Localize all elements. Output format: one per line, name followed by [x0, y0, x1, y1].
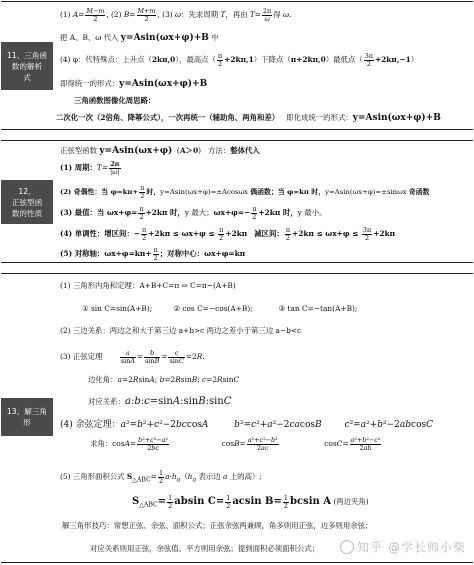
- s13-line-6: 对应关系：a:b:c=sinA:sinB:sinC: [88, 396, 232, 407]
- s13-line-2: ① sin C=sin(A+B); ② cos C=−cos(A+B); ③ tan C=−tan(A+B);: [82, 304, 358, 313]
- s11-line-6: 二次化一次（2倍角、降幂公式），一次再统一（辅助角、两角和差） 即化成统一的形式：y=Asin(ωx+φ)+B: [56, 113, 441, 123]
- section-11-title: 11、三角函 数的解析 式: [1, 42, 53, 90]
- s13-line-1: (1) 三角形内角和定理：A+B+C=π ⇔ C=π−(A+B): [60, 281, 236, 290]
- s13-line-7: (4) 余弦定理：a²=b²+c²−2bccosA b²=c²+a²−2cacosB c²=a²+b²−2abcosC: [60, 420, 433, 430]
- s12-line-1: 正弦型函数 y=Asin(ωx+φ) (A＞0) 方法：整体代入: [60, 146, 260, 156]
- s13-line-3: (2) 三边关系：两边之和大于第三边 a+b>c 两边之差小于第三边 a−b<c: [60, 326, 302, 335]
- section-12-title: 12、 正弦型函 数的性质: [1, 180, 53, 224]
- watermark: 知乎 @学长帅小柴: [337, 541, 466, 555]
- s11-line-5: 三角函数图像化周思路：: [74, 96, 156, 105]
- s11-line-4: 即得统一的形式：y=Asin(ωx+φ)+B: [60, 79, 208, 89]
- s13-line-4: (3) 正弦定理 $\frac{a}{\sin A}$ = $\frac{b}{\sin B}$ = $\frac{c}{\sin C}$ =2R.: [60, 349, 205, 365]
- s12-line-4: (3) 最值：当 ωx+φ= $\frac{\pi}{2}$ +2kπ 时，y 最大；ωx+φ=− $\frac{\pi}{2}$ +2kπ 时，y 最小。: [60, 205, 327, 221]
- s12-line-6: (5) 对称轴：ωx+φ=kπ+ $\frac{\pi}{2}$ ；对称中心：ωx+φ=kπ: [60, 246, 246, 262]
- s11-line-1: (1) A= $\frac{M-m}{2}$ , (2) B= $\frac{M+m}{2}$ , (3) ω：先求周期 T，再由 T= $\frac{2\pi}{\omega}$ 得 ω.: [60, 7, 292, 23]
- s13-line-9: (5) 三角形面积公式 $S_{\triangle ABC}=$ $\frac{1}{2}$ $a\cdot h_a(h_a$ 表示边 a 上的高）;: [60, 469, 262, 485]
- s11-line-2: 把 A、B、ω 代入 y=Asin(ωx+φ)+B 中: [60, 33, 219, 43]
- s13-line-8: 求角：cosA= $\frac{\text{b²+c²−a²}}{2bc}$ cosB= $\frac{\text{a²+c²−b²}}{2ac}$ cosC= $\frac{\text{a²+b²−c²}}{2ab}$: [90, 436, 381, 452]
- section-13-title: 13、解三角 形: [1, 398, 53, 436]
- section-13: [1, 273, 473, 563]
- s11-line-3: (4) φ：代特殊点：上升点（2kπ,0），最高点（ $\frac{\pi}{2}$ +2kπ,1）下降点（π+2kπ,0）最低点（ $\frac{3\pi}{2}$ +2kπ,−1）: [60, 52, 419, 68]
- s13-line-5: 边化角：a=2RsinA; b=2RsinB; c=2RsinC: [88, 375, 240, 384]
- zhihu-logo-icon: [340, 540, 354, 554]
- s13-line-12: 对应关系则用正弦，余弦值、平方则用余弦；提到面积必须面积公式；: [90, 544, 320, 553]
- section-12: [1, 140, 473, 263]
- s12-line-2: (1) 周期：T= $\frac{2\pi}{|\omega|}$: [60, 160, 120, 176]
- s12-line-3: (2) 奇偶性：当 φ=kπ+ $\frac{\pi}{2}$ 时，y=Asin(ωx+φ)=±Acosωx 偶函数；当 φ=kπ 时，y=Asin(ωx+φ)=±sinωx 奇函数: [60, 184, 430, 200]
- s12-line-5: (4) 单调性：增区间：− $\frac{\pi}{2}$ +2kπ ≤ ωx+φ ≤ $\frac{\pi}{2}$ +2kπ 减区间： $\frac{\pi}{2}$ +2kπ ≤ ωx+φ ≤ $\frac{3\pi}{2}$ +2kπ: [60, 226, 396, 242]
- s13-line-11: 解三角形技巧：常想正弦、余弦、面积公式；正弦余弦两兼顾，角多则用正弦，边多则用余弦；: [62, 521, 373, 530]
- s13-line-10: $S_{\triangle ABC}=$ $\frac{1}{2}$ absin C= $\frac{1}{2}$ acsin B= $\frac{1}{2}$ bcsin A (两边夹角): [132, 494, 369, 510]
